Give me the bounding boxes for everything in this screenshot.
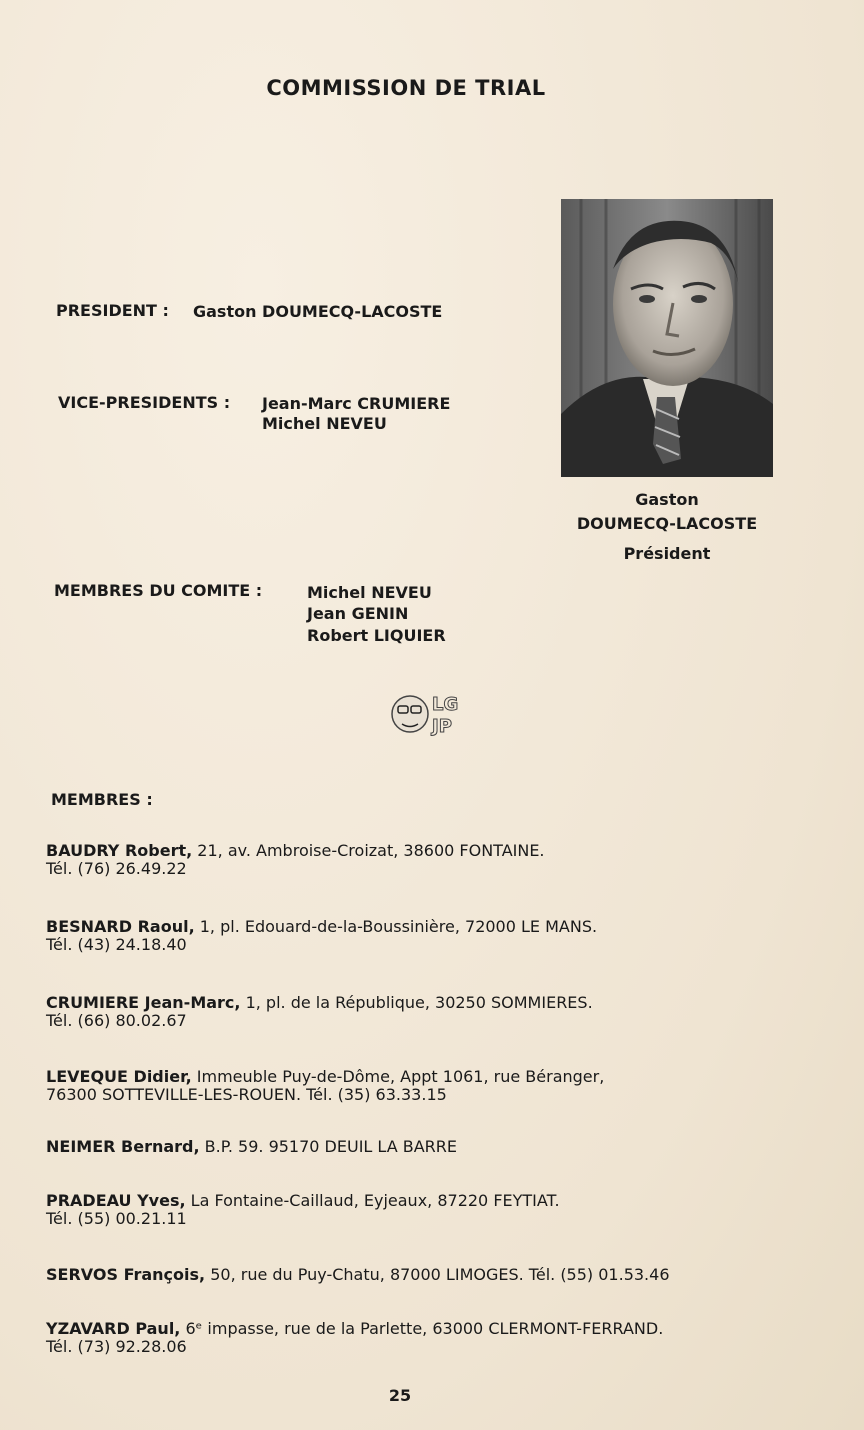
comite-member-name: Robert LIQUIER — [307, 626, 446, 645]
member-entry — [46, 1068, 604, 1104]
vice-presidents-label: VICE-PRESIDENTS : — [58, 393, 231, 412]
lgjp-stamp-logo — [388, 684, 478, 744]
member-address: 1, pl. de la République, 30250 SOMMIERES. — [240, 993, 593, 1012]
member-name: CRUMIERE Jean-Marc, — [46, 993, 241, 1012]
member-name: BAUDRY Robert, — [46, 841, 193, 860]
member-entry — [46, 1266, 670, 1284]
member-address: La Fontaine-Caillaud, Eyjeaux, 87220 FEYTIAT. — [185, 1191, 560, 1210]
caption-role: Président — [623, 544, 711, 563]
member-entry — [46, 918, 597, 954]
portrait-image — [561, 199, 773, 477]
president-label: PRESIDENT : — [56, 301, 169, 320]
vice-president-name: Michel NEVEU — [262, 414, 387, 433]
member-name: YZAVARD Paul, — [46, 1319, 181, 1338]
member-phone: Tél. (76) 26.49.22 — [46, 859, 187, 878]
caption-last-name: DOUMECQ-LACOSTE — [576, 514, 758, 533]
member-entry — [46, 994, 593, 1030]
member-entry — [46, 1320, 663, 1356]
comite-member-name: Jean GENIN — [307, 604, 409, 623]
members-label: MEMBRES : — [51, 790, 153, 809]
member-entry — [46, 1138, 457, 1156]
member-name: BESNARD Raoul, — [46, 917, 195, 936]
member-name: LEVEQUE Didier, — [46, 1067, 192, 1086]
member-phone: 76300 SOTTEVILLE-LES-ROUEN. Tél. (35) 63.33.15 — [46, 1085, 447, 1104]
member-name: SERVOS François, — [46, 1265, 206, 1284]
member-address: 50, rue du Puy-Chatu, 87000 LIMOGES. Tél. (55) 01.53.46 — [205, 1265, 670, 1284]
comite-label: MEMBRES DU COMITE : — [54, 581, 263, 600]
page-title: COMMISSION DE TRIAL — [266, 76, 546, 100]
member-address: 1, pl. Edouard-de-la-Boussinière, 72000 LE MANS. — [194, 917, 598, 936]
member-address: Immeuble Puy-de-Dôme, Appt 1061, rue Béranger, — [191, 1067, 605, 1086]
member-phone: Tél. (73) 92.28.06 — [46, 1337, 187, 1356]
caption-first-name: Gaston — [635, 490, 699, 509]
member-address: 21, av. Ambroise-Croizat, 38600 FONTAINE. — [192, 841, 545, 860]
member-entry — [46, 1192, 560, 1228]
comite-member-name: Michel NEVEU — [307, 583, 432, 602]
svg-text:LG: LG — [432, 694, 459, 715]
member-address: 6ᵉ impasse, rue de la Parlette, 63000 CLERMONT-FERRAND. — [180, 1319, 664, 1338]
member-phone: Tél. (43) 24.18.40 — [46, 935, 187, 954]
page-number: 25 — [388, 1386, 412, 1405]
member-phone: Tél. (55) 00.21.11 — [46, 1209, 187, 1228]
svg-text:JP: JP — [432, 716, 452, 737]
member-phone: Tél. (66) 80.02.67 — [46, 1011, 187, 1030]
member-address: B.P. 59. 95170 DEUIL LA BARRE — [199, 1137, 457, 1156]
president-name: Gaston DOUMECQ-LACOSTE — [193, 302, 443, 321]
vice-president-name: Jean-Marc CRUMIERE — [262, 394, 451, 413]
member-entry — [46, 842, 545, 878]
member-name: PRADEAU Yves, — [46, 1191, 186, 1210]
member-name: NEIMER Bernard, — [46, 1137, 200, 1156]
president-photo — [561, 199, 773, 477]
